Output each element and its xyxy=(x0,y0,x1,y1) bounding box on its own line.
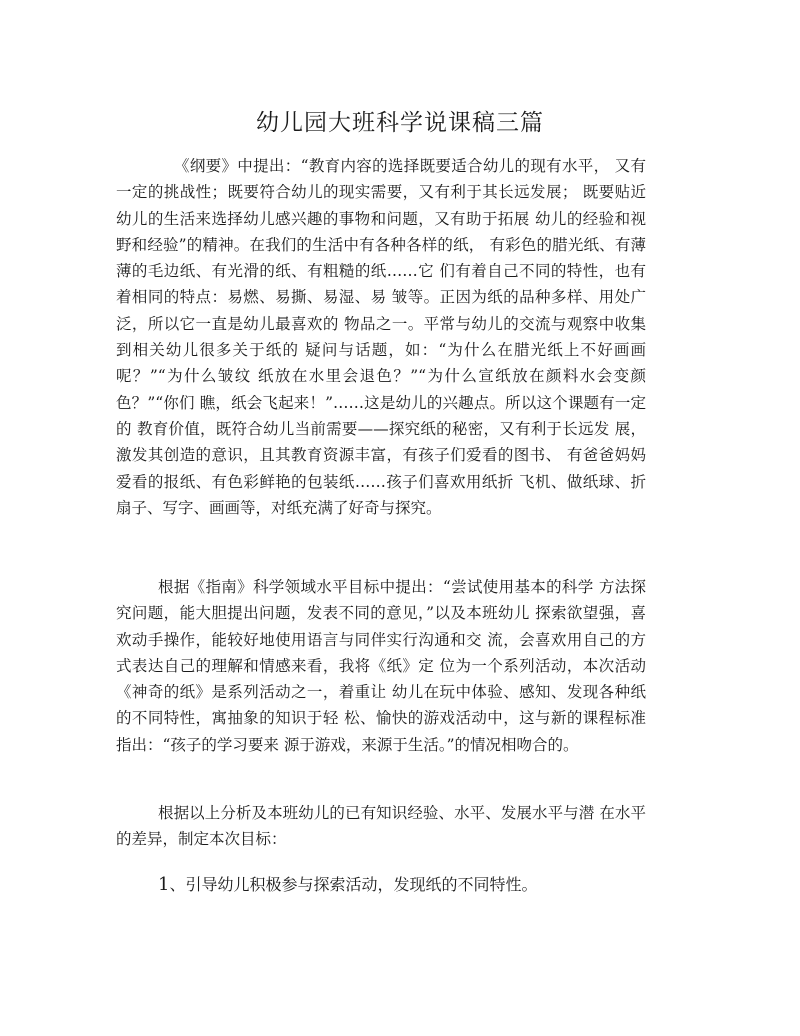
paragraph-guideline: 《纲要》中提出：“教育内容的选择既要适合幼儿的现有水平， 又有一定的挑战性；既要符合幼儿的现实需要，又有利于其长远发展； 既要贴近幼儿的生活来选择幼儿感兴趣的事物和问题，又有助于拓展 幼儿的经验和视野和经验”的精神。在我们的生活中有各种各样的纸， 有彩色的腊光纸、有薄薄的毛边纸、有光滑的纸、有粗糙的纸……它 们有着自己不同的特性，也有着相同的特点：易燃、易撕、易湿、易 皱等。正因为纸的品种多样、用处广泛，所以它一直是幼儿最喜欢的 物品之一。平常与幼儿的交流与观察中收集到相关幼儿很多关于纸的 疑问与话题，如：“为什么在腊光纸上不好画画呢？”“为什么皱纹 纸放在水里会退色？”“为什么宣纸放在颜料水会变颜色？”“你们 瞧，纸会飞起来！”……这是幼儿的兴趣点。所以这个课题有一定的 教育价值，既符合幼儿当前需要——探究纸的秘密，又有利于长远发 展，激发其创造的意识，且其教育资源丰富，有孩子们爱看的图书、 有爸爸妈妈爱看的报纸、有色彩鲜艳的包装纸……孩子们喜欢用纸折 飞机、做纸球、折扇子、写字、画画等，对纸充满了好奇与探究。 xyxy=(116,157,646,517)
goal-text: 、引导幼儿积极参与探索活动，发现纸的不同特性。 xyxy=(169,875,538,894)
document-title: 幼儿园大班科学说课稿三篇 xyxy=(256,110,544,136)
goal-number: 1 xyxy=(158,874,170,895)
paragraph-guide-goals: 根据《指南》科学领域水平目标中提出：“尝试使用基本的科学 方法探究问题，能大胆提出问题，发表不同的意见，”以及本班幼儿 探索欲望强，喜欢动手操作，能较好地使用语言与同伴实行沟通和交 流，会喜欢用自己的方式表达自己的理解和情感来看，我将《纸》定 位为一个系列活动，本次活动《神奇的纸》是系列活动之一，着重让 幼儿在玩中体验、感知、发现各种纸的不同特性，寓抽象的知识于轻 松、愉快的游戏活动中，这与新的课程标准指出：“孩子的学习要来 源于游戏，来源于生活。”的情况相吻合的。 xyxy=(116,578,646,754)
paragraph-analysis: 根据以上分析及本班幼儿的已有知识经验、水平、发展水平与潜 在水平的差异，制定本次目标： xyxy=(116,804,646,849)
goal-list-item xyxy=(158,872,537,898)
